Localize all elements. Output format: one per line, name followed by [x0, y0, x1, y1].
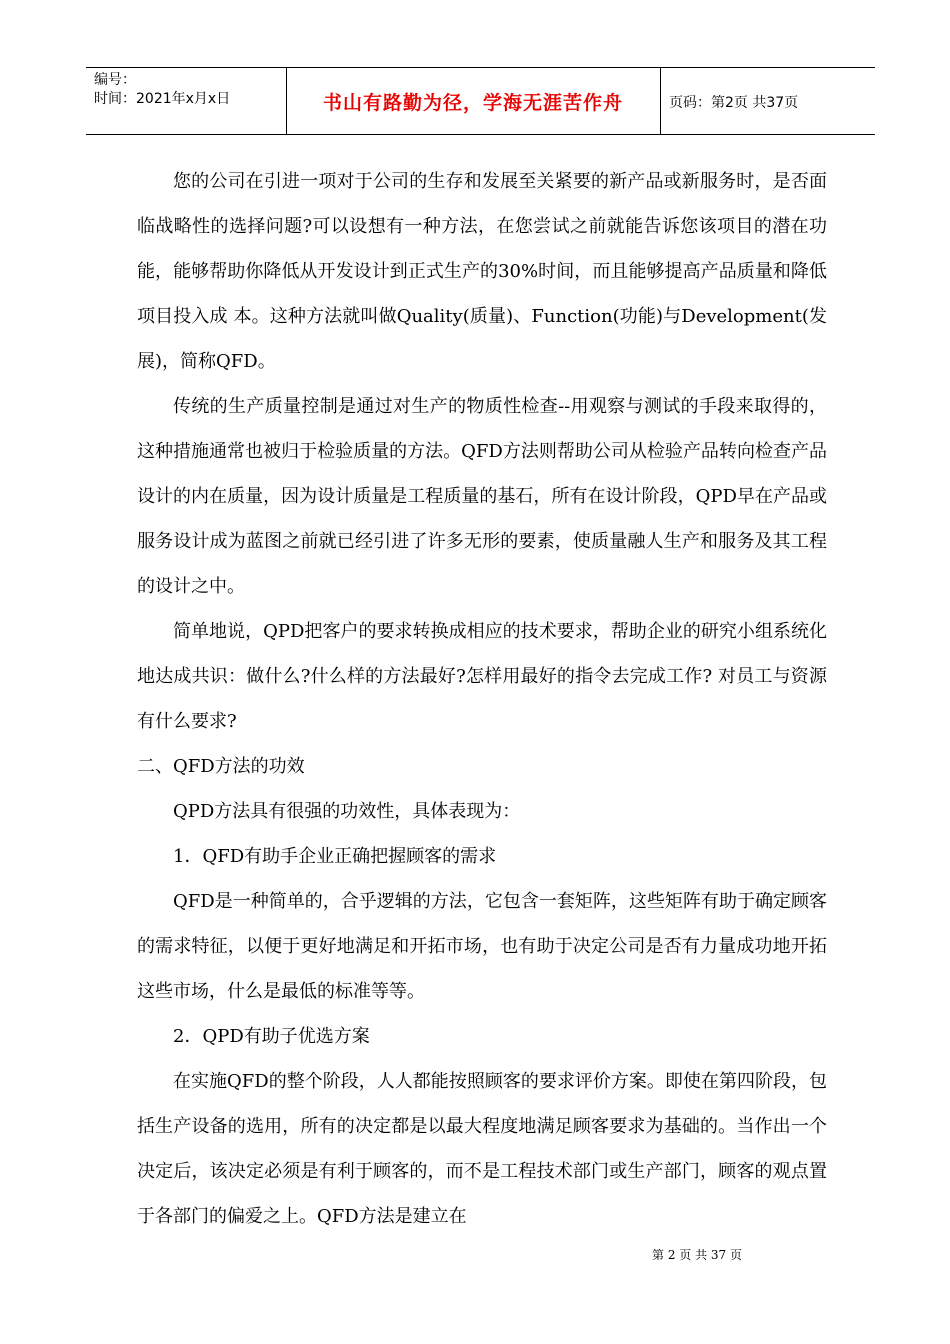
document-body [137, 159, 827, 1239]
subheading-1: 1．QFD有助手企业正确把握顾客的需求 [173, 846, 497, 867]
document-number-label: 编号： [94, 72, 136, 88]
paragraph-intro: 您的公司在引进一项对于公司的生存和发展至关紧要的新产品或新服务时，是否面临战略性的选择问题?可以设想有一种方法，在您尝试之前就能告诉您该项目的潜在功能，能够帮助你降低从开发设计到正式生产的30%时间，而且能够提高产品质量和降低项目投入成 本。这种方法就叫做Quality(质量)、Function(功能)与Development(发展)，简称QFD。 [137, 171, 827, 372]
section-heading-qfd-effects: 二、QFD方法的功效 [137, 756, 305, 777]
paragraph-effects-intro: QPD方法具有很强的功效性，具体表现为： [173, 801, 521, 822]
page-header [86, 67, 875, 135]
paragraph-options: 在实施QFD的整个阶段，人人都能按照顾客的要求评价方案。即使在第四阶段，包括生产设备的选用，所有的决定都是以最大程度地满足顾客要求为基础的。当作出一个决定后，该决定必须是有利于顾客的，而不是工程技术部门或生产部门，顾客的观点置于各部门的偏爱之上。QFD方法是建立在 [137, 1071, 827, 1227]
header-motto: 书山有路勤为径，学海无涯苦作舟 [322, 92, 623, 114]
header-page-info: 页码：第2页 共37页 [669, 94, 799, 111]
document-date: 时间：2021年x月x日 [94, 91, 231, 107]
page-footer: 第 2 页 共 37 页 [652, 1248, 742, 1262]
paragraph-traditional-qc: 传统的生产质量控制是通过对生产的物质性检查--用观察与测试的手段来取得的，这种措施通常也被归于检验质量的方法。QFD方法则帮助公司从检验产品转向检查产品设计的内在质量，因为设计质量是工程质量的基石，所有在设计阶段，QPD早在产品或服务设计成为蓝图之前就已经引进了许多无形的要素，使质量融人生产和服务及其工程的设计之中。 [137, 396, 827, 597]
header-meta [94, 71, 284, 109]
header-divider-right [660, 68, 661, 135]
paragraph-customer-needs: QFD是一种简单的，合乎逻辑的方法，它包含一套矩阵，这些矩阵有助于确定顾客的需求特征，以便于更好地满足和开拓市场，也有助于决定公司是否有力量成功地开拓这些市场，什么是最低的标准等等。 [137, 891, 827, 1002]
subheading-2: 2．QPD有助子优选方案 [173, 1026, 370, 1047]
paragraph-summary: 简单地说，QPD把客户的要求转换成相应的技术要求，帮助企业的研究小组系统化地达成共识：做什么?什么样的方法最好?怎样用最好的指令去完成工作? 对员工与资源有什么要求? [137, 621, 827, 732]
